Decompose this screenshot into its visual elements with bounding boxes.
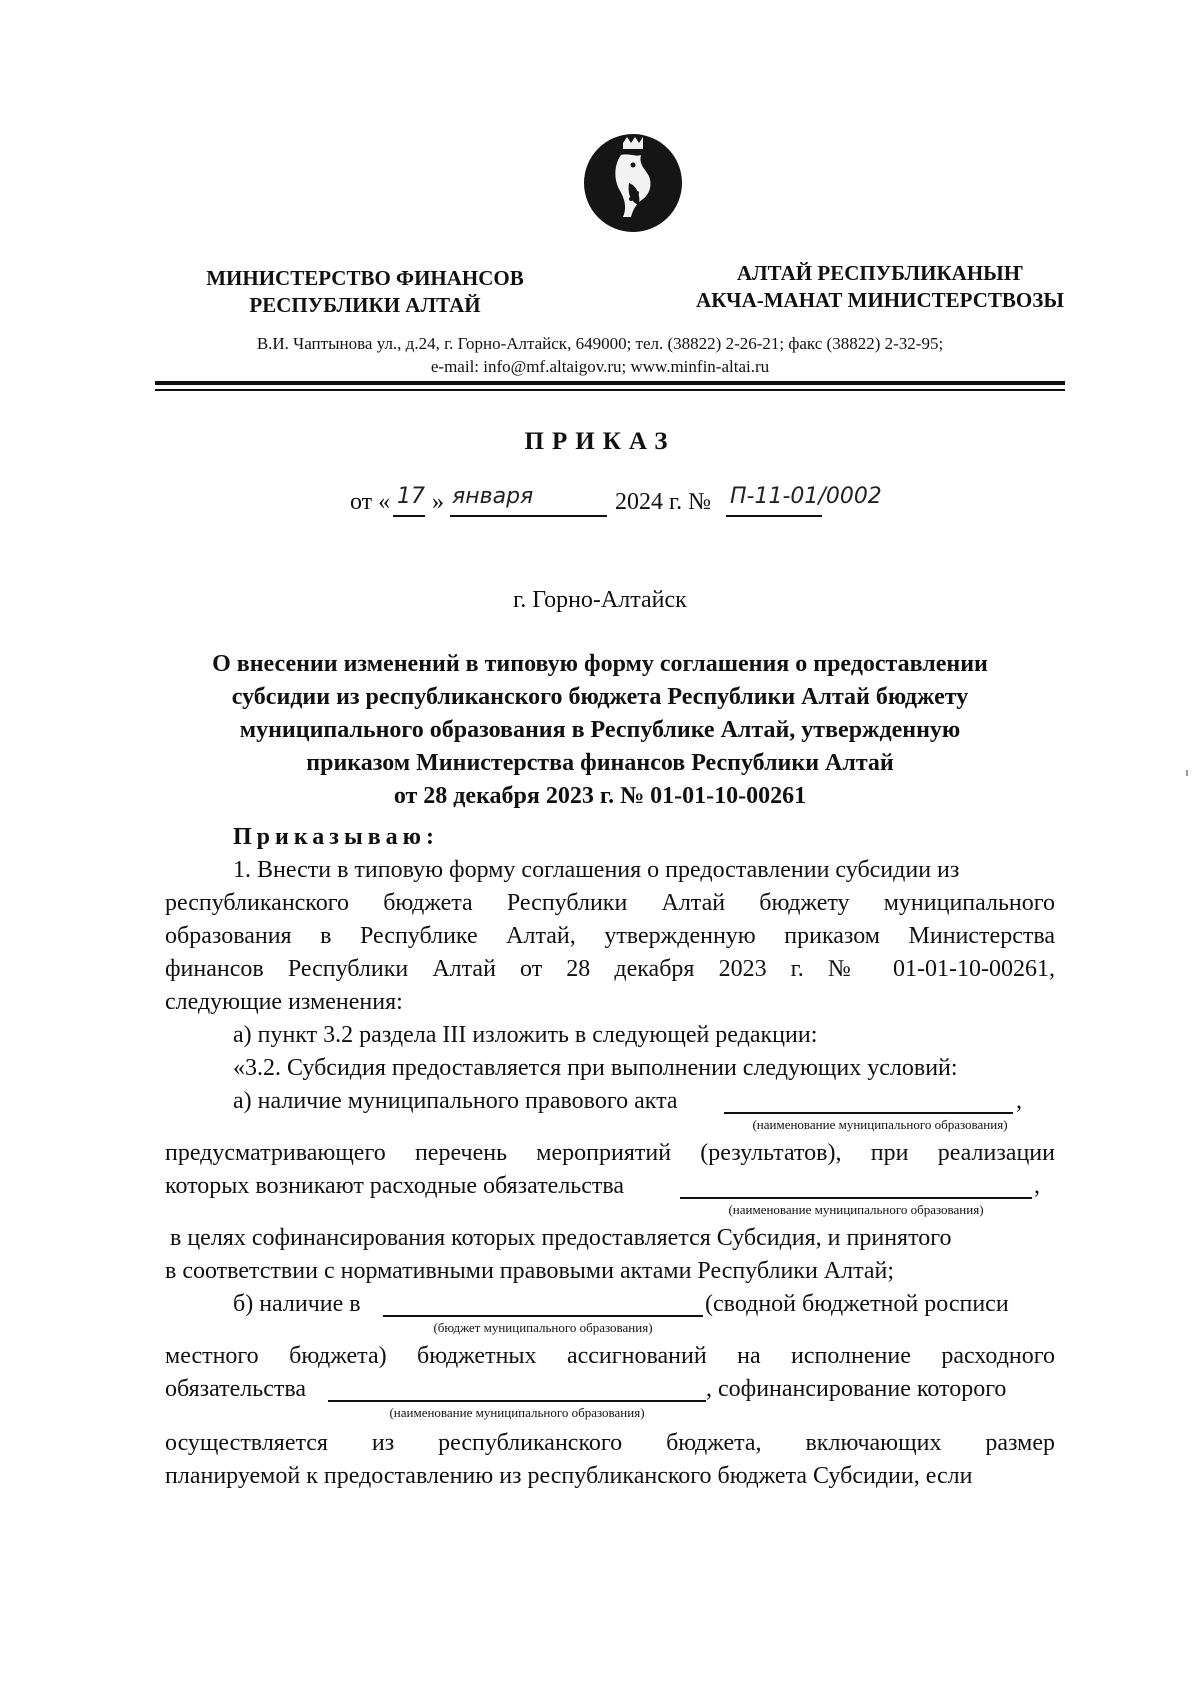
order-directive: Приказываю: bbox=[233, 824, 439, 850]
ministry-name-alt-line2: АКЧА-МАНАТ МИНИСТЕРСТВОЗЫ bbox=[696, 288, 1064, 312]
blank-field-line bbox=[724, 1112, 1013, 1114]
subject-line: муниципального образования в Республике Алтай, утвержденную bbox=[239, 717, 961, 743]
paragraph-line: 1. Внести в типовую форму соглашения о предоставлении субсидии из bbox=[233, 857, 960, 883]
altai-republic-emblem-icon bbox=[583, 133, 683, 233]
date-prefix: от « bbox=[350, 489, 391, 515]
date-month: января bbox=[452, 484, 534, 509]
paragraph-line: , софинансирование которого bbox=[706, 1376, 1007, 1402]
order-subject bbox=[150, 648, 1050, 813]
document-title: ПРИКАЗ bbox=[524, 428, 676, 455]
date-quote-close: » bbox=[432, 489, 444, 515]
paragraph-line: финансов Республики Алтай от 28 декабря 2023 г. № 01-01-10-00261, bbox=[165, 956, 1055, 982]
number-underline bbox=[726, 515, 822, 517]
punctuation: , bbox=[1016, 1088, 1022, 1114]
header-divider-thick bbox=[155, 381, 1065, 385]
blank-field-line bbox=[383, 1315, 703, 1317]
paragraph-line: «3.2. Субсидия предоставляется при выполнении следующих условий: bbox=[233, 1055, 958, 1081]
paragraph-line: а) наличие муниципального правового акта bbox=[233, 1088, 678, 1114]
field-hint: (бюджет муниципального образования) bbox=[433, 1320, 653, 1335]
ministry-name-ru-line2: РЕСПУБЛИКИ АЛТАЙ bbox=[249, 293, 481, 317]
subject-line: приказом Министерства финансов Республики Алтай bbox=[306, 750, 894, 776]
paragraph-line: в соответствии с нормативными правовыми актами Республики Алтай; bbox=[165, 1258, 895, 1284]
paragraph-line: которых возникают расходные обязательства bbox=[165, 1173, 625, 1199]
city: г. Горно-Алтайск bbox=[513, 587, 687, 613]
paragraph-line: обязательства bbox=[165, 1376, 307, 1402]
ministry-name-alt bbox=[690, 260, 1070, 314]
ministry-name-ru-line1: МИНИСТЕРСТВО ФИНАНСОВ bbox=[206, 266, 524, 290]
paragraph-line: следующие изменения: bbox=[165, 989, 403, 1015]
paragraph-line: планируемой к предоставлению из республиканского бюджета Субсидии, если bbox=[165, 1463, 973, 1489]
month-underline bbox=[450, 515, 607, 517]
blank-field-line bbox=[680, 1197, 1032, 1199]
scan-mark bbox=[1186, 770, 1188, 776]
field-hint: (наименование муниципального образования) bbox=[752, 1117, 1008, 1132]
punctuation: , bbox=[1034, 1173, 1040, 1199]
order-number: П-11-01/0002 bbox=[730, 484, 882, 509]
paragraph-line: в целях софинансирования которых предоставляется Субсидия, и принятого bbox=[170, 1225, 952, 1251]
subject-line: субсидии из республиканского бюджета Республики Алтай бюджету bbox=[231, 684, 969, 710]
paragraph-line: местного бюджета) бюджетных ассигнований на исполнение расходного bbox=[165, 1343, 1055, 1369]
paragraph-line: республиканского бюджета Республики Алтай бюджету муниципального bbox=[165, 890, 1055, 916]
paragraph-line: предусматривающего перечень мероприятий (результатов), при реализации bbox=[165, 1140, 1055, 1166]
header-divider-thin bbox=[155, 389, 1065, 391]
address-line: В.И. Чаптынова ул., д.24, г. Горно-Алтайск, 649000; тел. (38822) 2-26-21; факс (38822) 2-32-95; bbox=[256, 334, 944, 353]
date-year-no: 2024 г. № bbox=[615, 489, 712, 515]
subject-line: О внесении изменений в типовую форму соглашения о предоставлении bbox=[212, 651, 988, 677]
ministry-name-alt-line1: АЛТАЙ РЕСПУБЛИКАНЫҤ bbox=[736, 261, 1024, 285]
paragraph-line: осуществляется из республиканского бюджета, включающих размер bbox=[165, 1430, 1055, 1456]
date-day: 17 bbox=[397, 484, 425, 509]
contacts-line: e-mail: info@mf.altaigov.ru; www.minfin-altai.ru bbox=[430, 357, 770, 376]
paragraph-line: (сводной бюджетной росписи bbox=[705, 1291, 1009, 1317]
paragraph-line: а) пункт 3.2 раздела III изложить в следующей редакции: bbox=[233, 1022, 818, 1048]
day-underline bbox=[393, 515, 425, 517]
blank-field-line bbox=[328, 1400, 706, 1402]
ministry-name-ru bbox=[180, 265, 550, 319]
paragraph-line: б) наличие в bbox=[233, 1291, 361, 1317]
field-hint: (наименование муниципального образования) bbox=[728, 1202, 984, 1217]
field-hint: (наименование муниципального образования) bbox=[389, 1405, 645, 1420]
subject-line: от 28 декабря 2023 г. № 01-01-10-00261 bbox=[393, 783, 807, 809]
paragraph-line: образования в Республике Алтай, утвержденную приказом Министерства bbox=[165, 923, 1055, 949]
